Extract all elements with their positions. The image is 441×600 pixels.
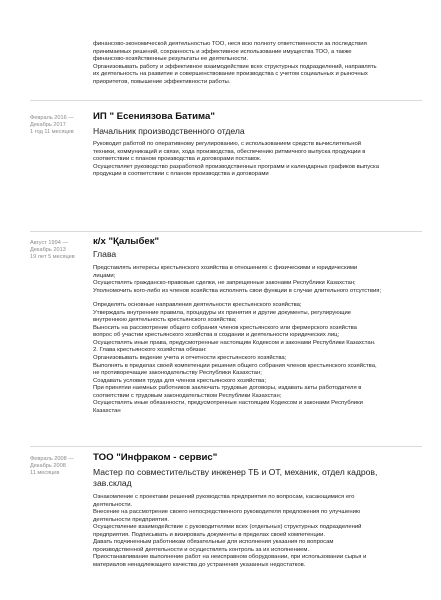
entry-dates: [30, 240, 88, 262]
position-title: Глава: [93, 249, 117, 259]
description-line: техники, коммуникаций и связи, хода производства, обеспечению ритмичного выпуска продукции в: [93, 148, 366, 155]
description-line: Осуществлять гражданско-правовые сделки, не запрещенные законами Республики Казахстан;: [93, 280, 356, 287]
description-line: приоритетов, повышение эффективности работы.: [93, 78, 231, 85]
description-line: финансово-хозяйственные результаты ее деятельности.: [93, 56, 249, 63]
description-line: производственной деятельности и осуществлять контроль за их исполнением.: [93, 546, 310, 553]
entry-description: [93, 141, 423, 179]
entry-end-date: Декабрь 2008: [30, 463, 66, 470]
separator: [30, 231, 422, 232]
description-line: Организовывать работу и эффективное взаимодействие всех структурных подразделений, направлять: [93, 63, 377, 70]
description-line: Утверждать внутренние правила, процедуры их принятия и другие документы, регулирующие: [93, 309, 352, 316]
description-line: Давать подчиненным работникам обязательные для исполнения указания по вопросам: [93, 539, 334, 546]
entry-body: [93, 236, 423, 415]
entry-end-date: Декабрь 2013: [30, 247, 66, 254]
description-line: деятельности.: [93, 501, 133, 508]
description-line: соответствии с планом производства и договорами поставок.: [93, 156, 262, 163]
entry-description: [93, 265, 423, 415]
separator: [30, 100, 422, 101]
description-line: Создавать условия труда для членов крестьянского хозяйства;: [93, 377, 266, 384]
description-line: Организовывать ведение учета и отчетности крестьянского хозяйства;: [93, 355, 287, 362]
description-line: не противоречащие законодательству Республики Казахстан;: [93, 370, 262, 377]
company-name: к/х "Қалыбек": [93, 236, 160, 247]
description-line: Определять основные направления деятельности крестьянского хозяйства;: [93, 302, 302, 309]
description-line: При принятии наемных работников заключать трудовые договоры, издавать акты работодателя в: [93, 385, 362, 392]
position-title: Начальник производственного отдела: [93, 126, 245, 136]
description-line: 2. Глава крестьянского хозяйства обязан:: [93, 347, 207, 354]
description-line: их деятельность на развитие и совершенствование производства с учетом социальных и рыночных: [93, 71, 368, 78]
separator: [30, 446, 422, 447]
entry-duration: 19 лет 5 месяцев: [30, 254, 75, 261]
entry-duration: 11 месяцев: [30, 470, 60, 477]
description-line: продукции в соответствии с планом производства и договорами: [93, 171, 269, 178]
description-line: Представлять интересы крестьянского хозяйства в отношениях с физическими и юридическими: [93, 265, 358, 271]
company-name: ТОО "Инфраком - сервис": [93, 452, 218, 463]
description-line: Казахстан: [93, 407, 121, 414]
description-line: принимаемых решений, сохранность и эффективное использование имущества ТОО, а также: [93, 48, 352, 55]
description-line: материалов ненадлежащего качества до устранения указанных недостатков.: [93, 561, 306, 568]
entry-dates: [30, 115, 88, 137]
description-line: предприятия. Подписывать и визировать документы в пределах своей компетенции.: [93, 531, 326, 538]
intro-description: [93, 41, 423, 86]
description-line: Уполномочить кого-либо из членов хозяйства исполнять свои функции в случае длительного отсутствия;: [93, 287, 382, 294]
description-line: Осуществлять иные обязанности, предусмотренные настоящим Кодексом и законами Республики: [93, 400, 363, 407]
description-line: финансово-экономической деятельностью ТОО, неся всю полноту ответственности за последствия: [93, 41, 367, 47]
description-line: Внесение на рассмотрение своего непосредственного руководителя предложения по улучшению: [93, 509, 361, 516]
entry-duration: 1 год 11 месяцев: [30, 129, 74, 136]
description-line: лицами;: [93, 272, 116, 279]
description-line: Руководит работой по оперативному регулированию, с использованием средств вычислительной: [93, 141, 362, 147]
description-line: вопрос об участии крестьянского хозяйства в создании и деятельности юридических лиц;: [93, 332, 340, 339]
entry-end-date: Декабрь 2017: [30, 122, 66, 129]
description-line: внутреннюю деятельность крестьянского хозяйства;: [93, 317, 237, 324]
entry-description: [93, 494, 423, 569]
description-line: Осуществлять иные права, предусмотренные настоящим Кодексом и законами Республики Казахстан.: [93, 339, 376, 346]
description-line: Выполнять в пределах своей компетенции решения общего собрания членов крестьянского хозяйства,: [93, 362, 377, 369]
description-line: Осуществляет руководство разработкой производственных программ и календарных графиков выпуска: [93, 163, 380, 170]
company-name: ИП " Есениязова Батима": [93, 111, 215, 122]
entry-start-date: Февраль 2008 —: [30, 456, 74, 462]
position-title: Мастер по совместительству инженер ТБ и ОТ, механик, отдел кадров, зав.склад: [93, 467, 378, 488]
entry-body: [93, 111, 423, 179]
description-line: Ознакомление с проектами решений руководства предприятия по вопросам, касающимися его: [93, 494, 355, 500]
entry-body: [93, 452, 423, 569]
entry-dates: [30, 456, 88, 478]
description-line: Осуществление взаимодействие с руководителями всех (отдельных) структурных подразделений: [93, 524, 362, 531]
entry-start-date: Февраль 2016 —: [30, 115, 74, 121]
description-line: деятельности предприятия.: [93, 516, 170, 523]
description-line: соответствии с трудовым законодательством Республики Казахстан;: [93, 392, 282, 399]
entry-start-date: Август 1994 —: [30, 240, 68, 246]
description-line: Приостанавливание выполнение работ на неисправном оборудовании, при использовании сырья и: [93, 554, 367, 561]
description-line: Выносить на рассмотрение общего собрания членов крестьянского или фермерского хозяйства: [93, 324, 357, 331]
